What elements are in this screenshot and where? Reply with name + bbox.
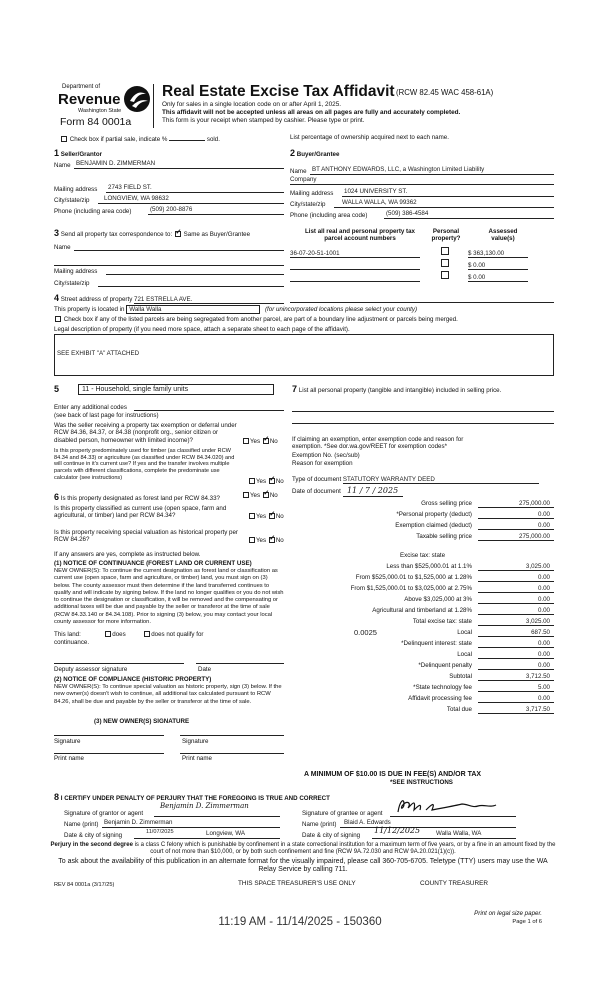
header-note-1: Only for sales in a single location code on or after April 1, 2025. (162, 101, 342, 108)
dept-name: Revenue (58, 91, 121, 108)
sec3-city-label: City/state/zip (54, 280, 90, 287)
notice1-text: NEW OWNER(S): To continue the current designation as forest land or classification as current use (open space, farm and agriculture, or timber) land, you must sign on (3) below. The county assessor must then determine if the land transferred continues to qualify and will indicate by signing below. If the land no longer qualifies or you do not wish to continue the designation or classification, it will be removed and the compensating or additional taxes will be due and payable by the seller or transferor at the time of sale (RCW 84.33.140 or 84.34.108). Prior to signing (3) below, you may contact your local county assessor for more information. (54, 568, 284, 626)
new-owner-signature-heading: (3) NEW OWNER(S) SIGNATURE (94, 718, 190, 725)
form-title: Real Estate Excise Tax Affidavit (162, 83, 395, 100)
seller-city[interactable]: LONGVIEW, WA 98632 (104, 195, 169, 202)
sec1-number: 1 (54, 148, 60, 158)
buyer-mail-label: Mailing address (290, 190, 334, 197)
sec4-number: 4 (54, 293, 60, 303)
grantor-date[interactable]: 11/07/2025 (146, 829, 174, 835)
grantor-name[interactable]: Benjamin D. Zimmerman (104, 819, 173, 826)
exemption-no-label: Exemption No. (sec/sub) (292, 452, 360, 459)
assessed-value[interactable]: $ 0.00 (468, 262, 528, 270)
owner-signature-label: Signature (54, 738, 81, 745)
tax-row-label: Gross selling price (421, 500, 472, 507)
tax-row-label: *Delinquent interest: state (401, 640, 472, 647)
tax-row-value[interactable]: 0.00 (537, 695, 550, 702)
sec3-label: Send all property tax correspondence to: (60, 231, 173, 238)
buyer-city[interactable]: WALLA WALLA, WA 99362 (342, 199, 417, 206)
buyer-name-label: Name (290, 168, 307, 175)
tax-row-label: Above $3,025,000 at 3% (404, 596, 472, 603)
seller-mail[interactable]: 2743 FIELD ST. (108, 184, 152, 191)
assessed-value[interactable]: $ 0.00 (468, 274, 528, 282)
sec4-label: Street address of property (60, 296, 133, 303)
grantor-date-label: Date & city of signing (64, 832, 123, 839)
ownership-note: List percentage of ownership acquired next to each name. (290, 134, 449, 141)
parcel-number[interactable] (290, 274, 420, 282)
property-address[interactable]: 721 ESTRELLA AVE. (134, 296, 284, 304)
treasurer-only-label: THIS SPACE TREASURER'S USE ONLY (238, 880, 356, 887)
buyer-name-2[interactable]: Company (290, 176, 317, 183)
exemption-question: Was the seller receiving a property tax exemption or deferral under RCW 84.36, 84.37, or 84.38 (nonprofit org., senior citizen or disabled person, homeowner with limited income)? (54, 422, 237, 444)
tax-row-value[interactable]: 3,025.00 (525, 563, 550, 570)
tax-row-label: Affidavit processing fee (408, 695, 472, 702)
forest-question: Is this property designated as forest land per RCW 84.33? (60, 495, 220, 502)
alt-format-note: To ask about the availability of this publication in an alternate format for the visually impaired, please call 360-705-6705. Teletype (TTY) users may use the WA Relay Service by calling 711. (58, 858, 548, 874)
personal-property-checkbox[interactable] (441, 271, 449, 279)
tax-row-value[interactable]: 0.00 (537, 511, 550, 518)
notice2-title: (2) NOTICE OF COMPLIANCE (HISTORIC PROPERTY) (54, 676, 212, 683)
owner-signature-label-2: Signature (182, 738, 209, 745)
legal-description-label: Legal description of property (if you need more space, attach a separate sheet to each page of the affidavit). (54, 326, 350, 333)
sold-label: sold. (206, 136, 220, 143)
personal-property-checkbox[interactable] (441, 247, 449, 255)
grantee-date-label: Date & city of signing (302, 832, 361, 839)
tax-row-value[interactable]: 5.00 (537, 684, 550, 691)
tax-row-label: *Delinquent penalty (418, 662, 472, 669)
historic-yes-checkbox[interactable] (249, 537, 255, 543)
forest-yes-checkbox[interactable] (243, 492, 249, 498)
notice2-text: NEW OWNER(S): To continue special valuation as historic property, sign (3) below. If the new owner(s) doesn't wish to continue, all additional tax calculated pursuant to RCW 84.26, shall be due and payable by the seller or transferor at the time of sale. (54, 684, 282, 705)
sec7-number: 7 (292, 384, 298, 394)
local-rate: 0.0025 (354, 628, 377, 637)
tax-row-label: Less than $525,000.01 at 1.1% (386, 563, 472, 570)
historic-question: Is this property receiving special valuation as historical property per RCW 84.26? (54, 529, 238, 544)
buyer-phone-label: Phone (including area code) (290, 212, 368, 219)
unincorporated-note: (for unincorporated locations please select your county) (264, 306, 418, 313)
deputy-signature-label: Deputy assessor signature (54, 666, 128, 673)
grantee-date[interactable]: 11/12/2025 (374, 826, 421, 835)
continuance-label: continuance. (54, 639, 90, 646)
tax-row-value[interactable]: 0.00 (537, 651, 550, 658)
grantor-sig-label: Signature of grantor or agent (64, 810, 144, 817)
see-instructions: *SEE INSTRUCTIONS (390, 779, 453, 786)
doc-date-label: Date of document (292, 488, 341, 495)
tax-row-label: Total due (446, 706, 472, 713)
buyer-mail[interactable]: 1024 UNIVERSITY ST. (344, 188, 408, 195)
tax-row-label: Local (457, 651, 472, 658)
tax-row-label: Local (457, 629, 472, 636)
tax-row-value[interactable]: 0.00 (537, 585, 550, 592)
grantee-name[interactable]: Blaid A. Edwards (344, 819, 391, 826)
timber-yes-checkbox[interactable] (249, 478, 255, 484)
legal-paper-note: Print on legal size paper. (474, 910, 542, 917)
timber-question: Is this property predominately used for timber (as classified under RCW 84.34 and 84.33) or agriculture (as classified under RCW 84.34.020) and will continue in it's current use? If yes and the transfer involves multiple parcels with different classifications, complete the predominate use calculator (see instructions) (54, 448, 235, 481)
sec3-name-label: Name (54, 244, 71, 251)
dor-logo (58, 84, 158, 130)
tax-row-value[interactable]: 275,000.00 (519, 500, 550, 507)
tax-row-value[interactable]: 0.00 (537, 662, 550, 669)
buyer-city-label: City/state/zip (290, 201, 326, 208)
owner-print-name-label-2: Print name (182, 755, 212, 762)
tax-row-label: Total excise tax: state (412, 618, 472, 625)
county-treasurer-label: COUNTY TREASURER (420, 880, 488, 887)
personal-property-label: List all personal property (tangible and intangible) included in selling price. (298, 387, 502, 394)
personal-property-checkbox[interactable] (441, 259, 449, 267)
use-code-select[interactable]: 11 - Household, single family units (78, 384, 274, 395)
historic-no-checkbox[interactable] (269, 537, 275, 543)
grantee-city[interactable]: Walla Walla, WA (436, 830, 482, 837)
seller-heading: Seller/Grantor (60, 151, 103, 158)
dor-logo-icon (122, 84, 152, 114)
exemption-no-checkbox[interactable] (263, 438, 269, 444)
tax-row-value[interactable]: 3,025.00 (525, 618, 550, 625)
tax-row-label: Exemption claimed (deduct) (395, 522, 472, 529)
exemption-reason-label: Reason for exemption (292, 460, 353, 467)
certify-text: I CERTIFY UNDER PENALTY OF PERJURY THAT THE FOREGOING IS TRUE AND CORRECT (60, 795, 330, 802)
same-as-buyer-label: Same as Buyer/Grantee (183, 231, 251, 238)
sec3-number: 3 (54, 228, 60, 238)
tax-row-value[interactable]: 0.00 (537, 596, 550, 603)
rev-label: REV 84 0001a (3/17/25) (54, 882, 115, 888)
perjury-note: Perjury in the second degree is a class C felony which is punishable by confinement in a state correctional institution for a maximum term of five years, or by a fine in an amount fixed by the court of not more than $10,000, or by both such confinement and fine (RCW 9A.72.030 and RCW 9A.20.021(1)(c)). (50, 842, 556, 856)
boundary-label: Check box if any of the listed parcels are being segregated from another parcel, are part of a boundary line adjustment or parcels being merged. (63, 316, 458, 323)
current-use-yes-checkbox[interactable] (249, 513, 255, 519)
seller-name-label: Name (54, 162, 71, 169)
doc-type-label: Type of document (292, 476, 342, 483)
parcel-row (290, 258, 554, 270)
tax-row-value[interactable]: 0.00 (537, 607, 550, 614)
buyer-phone[interactable]: (509) 386-4584 (386, 210, 429, 217)
excise-state-label: Excise tax: state (400, 552, 446, 559)
seller-name[interactable]: BENJAMIN D. ZIMMERMAN (76, 160, 156, 167)
grantee-name-label: Name (print) (302, 821, 337, 828)
located-label: This property is located in (54, 306, 125, 313)
this-land-label: This land: (54, 631, 81, 638)
see-back-label: (see back of last page for instructions) (54, 412, 159, 419)
doc-date[interactable]: 11 / 7 / 2025 (343, 486, 403, 497)
boundary-checkbox[interactable] (55, 316, 61, 322)
current-use-no-checkbox[interactable] (269, 513, 275, 519)
tax-row-label: From $1,525,000.01 to $3,025,000 at 2.75% (350, 585, 472, 592)
header-note-3: This form is your receipt when stamped by cashier. Please type or print. (162, 117, 365, 124)
tax-row-label: *Personal property (deduct) (396, 511, 472, 518)
grantee-signature[interactable] (392, 796, 508, 816)
legal-description-text: SEE EXHIBIT "A" ATTACHED (57, 350, 140, 357)
buyer-heading: Buyer/Grantee (296, 151, 340, 158)
tax-row-value[interactable]: 0.00 (537, 640, 550, 647)
parcel-row (290, 246, 554, 258)
partial-sale (60, 136, 220, 143)
sec6-number: 6 (54, 492, 60, 502)
tax-row-label: *State technology fee (413, 684, 472, 691)
tax-row-label: From $525,000.01 to $1,525,000 at 1.28% (355, 574, 472, 581)
doc-type[interactable]: STATUTORY WARRANTY DEED (343, 476, 539, 484)
does-not-checkbox[interactable] (144, 631, 150, 637)
sec5-number: 5 (54, 384, 60, 394)
form-rcw: (RCW 82.45 WAC 458-61A) (396, 88, 494, 97)
seller-mail-label: Mailing address (54, 186, 98, 193)
seller-phone[interactable]: (509) 200-8876 (150, 206, 193, 213)
parcel-number[interactable]: 36-07-20-51-1001 (290, 250, 420, 258)
partial-sale-label: Check box if partial sale, indicate % (69, 136, 168, 143)
exemption-claim-label: If claiming an exemption, enter exemption code and reason for exemption. *See dor.wa.gov/REET for exemption codes* (292, 436, 464, 451)
seller-phone-label: Phone (including area code) (54, 208, 132, 215)
seller-city-label: City/state/zip (54, 197, 90, 204)
tax-row-value[interactable]: 3,712.50 (525, 673, 550, 680)
header-note-2: This affidavit will not be accepted unless all areas on all pages are fully and accurately completed. (162, 109, 461, 116)
does-checkbox[interactable] (105, 631, 111, 637)
grantor-name-label: Name (print) (64, 821, 99, 828)
if-yes-note: If any answers are yes, complete as instructed below. (54, 551, 201, 558)
assessed-value[interactable]: $ 363,130.00 (468, 250, 528, 258)
tax-row-label: Taxable selling price (416, 533, 472, 540)
assessed-header: Assessed value(s) (488, 228, 518, 243)
timber-no-checkbox[interactable] (269, 478, 275, 484)
tax-row-value[interactable]: 3,717.50 (525, 706, 550, 713)
sec2-number: 2 (290, 148, 296, 158)
dept-of-label: Department of (62, 84, 101, 90)
exemption-yes-checkbox[interactable] (243, 438, 249, 444)
deputy-date-label: Date (198, 666, 212, 673)
sec8-number: 8 (54, 792, 60, 802)
page-number: Page 1 of 6 (512, 919, 542, 925)
tax-row-label: Subtotal (449, 673, 472, 680)
owner-print-name-label: Print name (54, 755, 84, 762)
buyer-name[interactable]: BT ANTHONY EDWARDS, LLC, a Washington Limited Liability (312, 166, 485, 173)
grantor-city[interactable]: Longview, WA (206, 830, 245, 837)
form-number: Form 84 0001a (60, 116, 132, 128)
sec3-mail-label: Mailing address (54, 268, 98, 275)
parcel-number[interactable] (290, 262, 420, 270)
tax-row-value[interactable]: 0.00 (537, 574, 550, 581)
same-as-buyer-checkbox[interactable] (175, 231, 181, 237)
state-label: Washington State (78, 108, 122, 114)
located-select[interactable]: Walla Walla (126, 305, 260, 314)
tax-row-value[interactable]: 0.00 (537, 522, 550, 529)
additional-codes-label: Enter any additional codes (54, 404, 127, 411)
legal-description-box[interactable] (54, 334, 554, 376)
personal-header: Personal property? (431, 228, 461, 243)
parcel-row (290, 270, 554, 282)
partial-sale-checkbox[interactable] (61, 136, 67, 142)
recording-stamp: 11:19 AM - 11/14/2025 - 150360 (218, 916, 382, 928)
tax-row-value[interactable]: 687.50 (531, 629, 550, 636)
notice1-title: (1) NOTICE OF CONTINUANCE (FOREST LAND OR CURRENT USE) (54, 560, 252, 567)
tax-row-value[interactable]: 275,000.00 (519, 533, 550, 540)
forest-no-checkbox[interactable] (263, 492, 269, 498)
current-use-question: Is this property classified as current use (open space, farm and agricultural, or timber) land per RCW 84.34? (54, 505, 227, 520)
parcel-header: List all real and personal property tax parcel account numbers (304, 228, 416, 243)
tax-row-label: Agricultural and timberland at 1.28% (372, 607, 472, 614)
grantee-sig-label: Signature of grantee or agent (302, 810, 383, 817)
minimum-note: A MINIMUM OF $10.00 IS DUE IN FEE(S) AND/OR TAX (304, 771, 482, 778)
grantor-signature[interactable]: Benjamin D. Zimmerman (160, 802, 249, 810)
